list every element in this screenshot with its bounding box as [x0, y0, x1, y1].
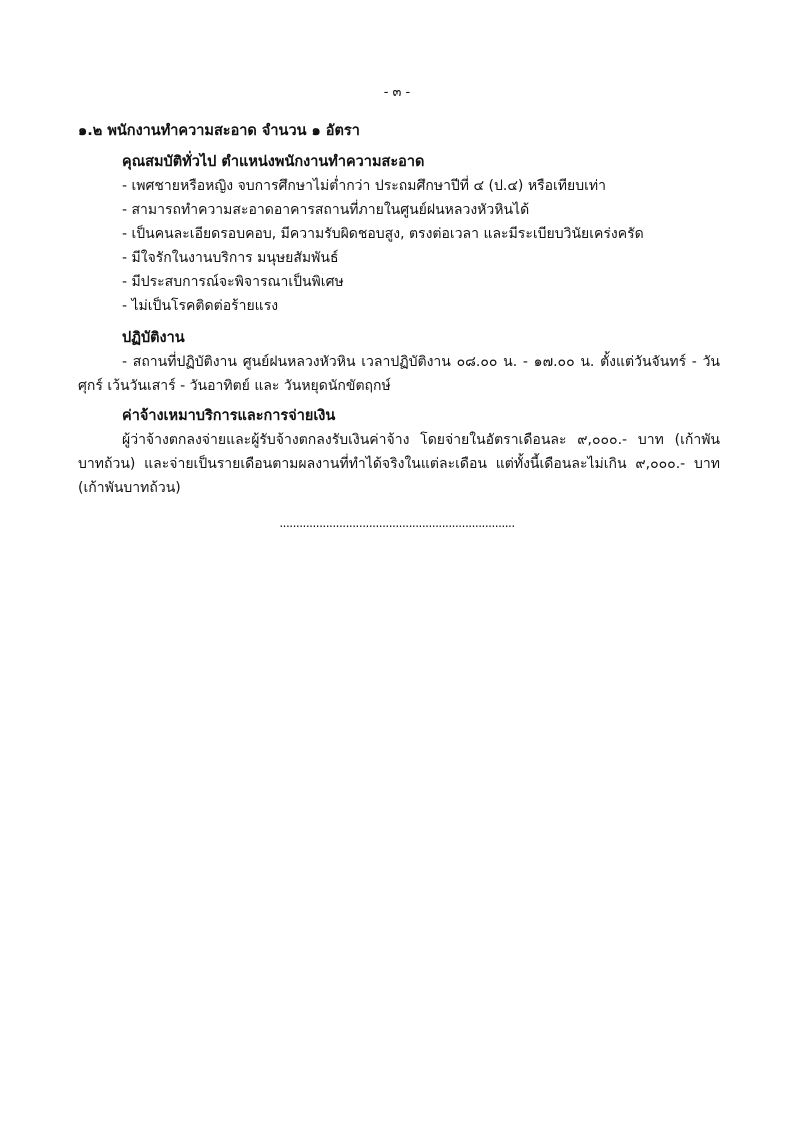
qualifications-section: [78, 150, 720, 318]
work-section: [78, 326, 720, 398]
qualification-item: - เป็นคนละเอียดรอบคอบ, มีความรับผิดชอบสูง, ตรงต่อเวลา และมีระเบียบวินัยเคร่งครัด: [122, 226, 644, 242]
payment-heading: ค่าจ้างเหมาบริการและการจ่ายเงิน: [122, 408, 336, 424]
section-title: ๑.๒ พนักงานทำความสะอาด จำนวน ๑ อัตรา: [78, 123, 360, 139]
qualification-item: - มีใจรักในงานบริการ มนุษยสัมพันธ์: [122, 250, 339, 266]
page-number: - ๓ -: [383, 85, 411, 100]
work-paragraph: - สถานที่ปฏิบัติงาน ศูนย์ฝนหลวงหัวหิน เวลาปฏิบัติงาน ๐๘.๐๐ น. - ๑๗.๐๐ น. ตั้งแต่วันจันทร์ - วันศุกร์ เว้นวันเสาร์ - วันอาทิตย์ และ วันหยุดนักขัตฤกษ์: [78, 354, 720, 394]
qualifications-heading: คุณสมบัติทั่วไป ตำแหน่งพนักงานทำความสะอาด: [122, 154, 425, 170]
payment-section: [78, 404, 720, 500]
qualification-item: - มีประสบการณ์จะพิจารณาเป็นพิเศษ: [122, 274, 344, 290]
work-heading: ปฏิบัติงาน: [122, 330, 185, 346]
payment-paragraph: ผู้ว่าจ้างตกลงจ่ายและผู้รับจ้างตกลงรับเงินค่าจ้าง โดยจ่ายในอัตราเดือนละ ๙,๐๐๐.- บาท (เก้าพันบาทถ้วน) และจ่ายเป็นรายเดือนตามผลงานที่ทำได้จริงในแต่ละเดือน แต่ทั้งนี้เดือนละไม่เกิน ๙,๐๐๐.- บาท (เก้าพันบาทถ้วน): [78, 432, 720, 496]
qualification-item: - เพศชายหรือหญิง จบการศึกษาไม่ต่ำกว่า ประถมศึกษาปีที่ ๔ (ป.๔) หรือเทียบเท่า: [122, 178, 606, 194]
qualification-item: - สามารถทำความสะอาดอาคารสถานที่ภายในศูนย์ฝนหลวงหัวหินได้: [122, 202, 530, 218]
end-dotted-line: .......................................................................: [279, 516, 515, 530]
qualification-item: - ไม่เป็นโรคติดต่อร้ายแรง: [122, 298, 279, 314]
